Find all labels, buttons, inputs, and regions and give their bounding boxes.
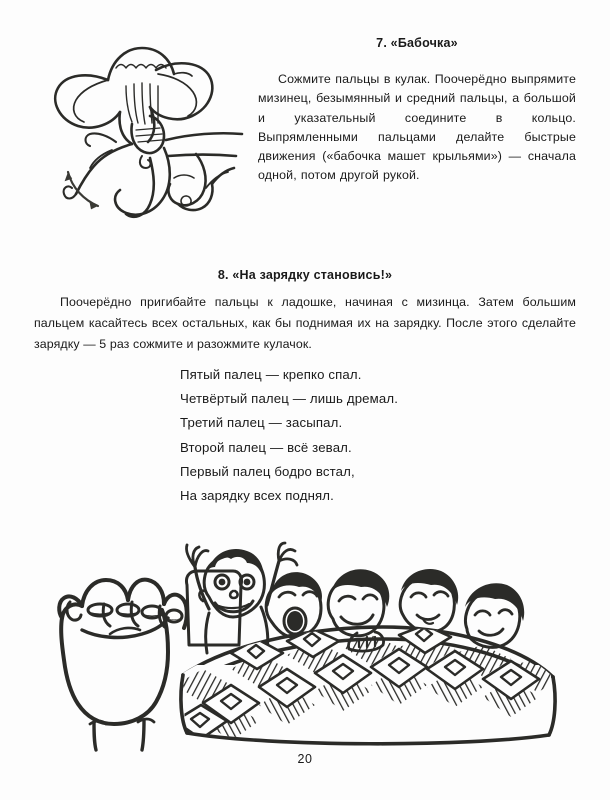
section-7-body: Сожмите пальцы в кулак. Поочерёдно выпрямите мизинец, безымянный и средний пальцы, а большой и указательный соедините в кольцо. Выпрямленными пальцами делайте быстрые движения («бабочка машет крыльями») — сначала одной, потом другой рукой. bbox=[258, 72, 576, 183]
page-number: 20 bbox=[297, 752, 313, 766]
section-7-heading: 7. «Бабочка» bbox=[376, 36, 458, 50]
poem-line: На зарядку всех поднял. bbox=[180, 488, 334, 504]
clenched-fist-illustration bbox=[52, 572, 192, 752]
poem-line: Второй палец — всё зевал. bbox=[180, 439, 352, 455]
butterfly-hand-illustration bbox=[46, 28, 256, 228]
poem-line: Третий палец — засыпал. bbox=[180, 415, 343, 431]
children-in-bed-illustration bbox=[175, 535, 560, 760]
section-8-body: Поочерёдно пригибайте пальцы к ладошке, начиная с мизинца. Затем большим пальцем касайтесь всех остальных, как бы поднимая их на зарядку. После этого сделайте зарядку — 5 раз сожмите и разожмите кулачок. bbox=[34, 295, 576, 351]
poem-line: Пятый палец — крепко спал. bbox=[180, 367, 362, 382]
poem-line: Первый палец бодро встал, bbox=[180, 463, 355, 479]
section-8-heading: 8. «На зарядку становись!» bbox=[217, 268, 393, 282]
poem-line: Четвёртый палец — лишь дремал. bbox=[180, 391, 399, 407]
poem bbox=[180, 363, 510, 508]
